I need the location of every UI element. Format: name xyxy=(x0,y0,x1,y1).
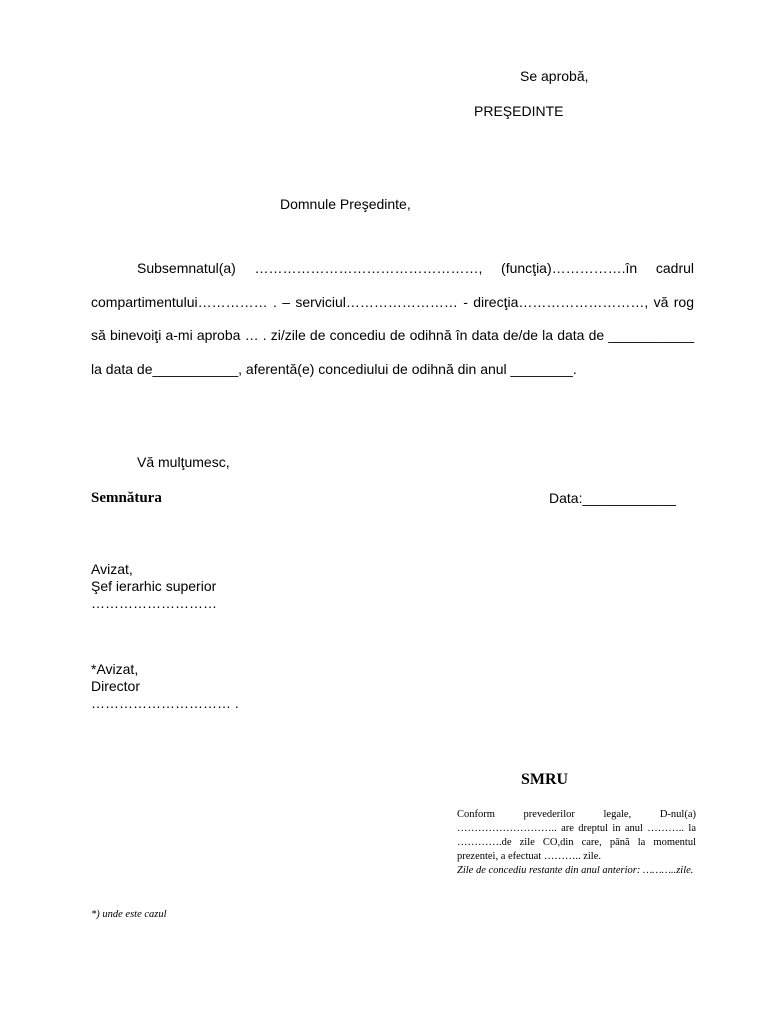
endorser-signature-line: ………………………… . xyxy=(91,695,239,711)
salutation: Domnule Preşedinte, xyxy=(280,196,411,212)
endorser-role: Director xyxy=(91,678,141,694)
signature-label: Semnătura xyxy=(91,490,162,506)
footnote: *) unde este cazul xyxy=(91,909,167,920)
president-title: PREŞEDINTE xyxy=(474,103,564,119)
endorser-role: Şef ierarhic superior xyxy=(91,578,217,594)
date-field: Data:____________ xyxy=(549,490,676,506)
endorser-signature-line: ……………………… xyxy=(91,595,217,611)
endorsement-label: *Avizat, xyxy=(91,661,139,677)
supervisor-endorsement xyxy=(91,561,217,612)
smru-remaining-days: Zile de concediu restante din anul anterior: ………..zile. xyxy=(457,865,694,876)
director-endorsement xyxy=(91,661,239,712)
request-body: Subsemnatul(a) …………………………………………, (funcţia)…………….în cadrul compartimentului…………… . – serviciul…………………… - direcţia………………………, vă rog să binevoiţi a-mi aproba … . zi/zile de concediu de odihnă în data de/de la data de ___________ la data de___________, aferentă(e) concediului de odihnă din anul ________. xyxy=(91,260,694,377)
approval-line: Se aprobă, xyxy=(520,68,589,84)
smru-title: SMRU xyxy=(521,771,569,788)
smru-text: Conform prevederilor legale, D-nul(a) ……………………….. are dreptul in anul ……….. la ………….de zile CO,din care, până la momentul prezentei, a efectuat ……….. zile. xyxy=(457,809,696,862)
closing-thanks: Vă mulţumesc, xyxy=(137,454,230,470)
endorsement-label: Avizat, xyxy=(91,561,133,577)
smru-note xyxy=(457,808,696,878)
